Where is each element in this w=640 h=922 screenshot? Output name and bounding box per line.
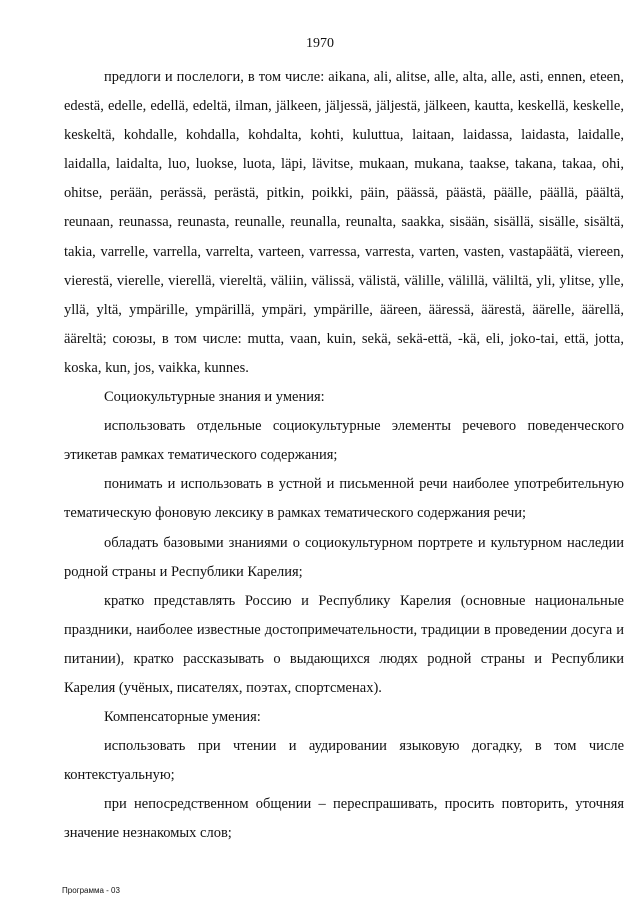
footer-label: Программа - 03 xyxy=(62,886,120,895)
paragraph-cultural-knowledge: обладать базовыми знаниями о социокультурном портрете и культурном наследии родной страны и Республики Карелия; xyxy=(64,534,624,580)
page-number: 1970 xyxy=(306,36,334,51)
heading-sociocultural-skills: Социокультурные знания и умения: xyxy=(104,389,325,406)
paragraph-background-vocabulary: понимать и использовать в устной и письменной речи наиболее употребительную тематическую фоновую лексику в рамках тематического содержания речи; xyxy=(64,476,624,522)
paragraph-language-guess: использовать при чтении и аудировании языковую догадку, в том числе контекстуальную; xyxy=(64,738,624,784)
paragraph-etiquette-elements: использовать отдельные социокультурные элементы речевого поведенческого этикетав рамках тематического содержания; xyxy=(64,418,624,464)
paragraph-prepositions-conjunctions: предлоги и послелоги, в том числе: aikana, ali, alitse, alle, alta, alle, asti, ennen, eteen, edestä, edelle, edellä, edeltä, ilman, jälkeen, jäljessä, jäljestä, jälkeen, kautta, keskellä, keskelle, keskeltä, kohdalle, kohdalla, kohdalta, kohti, kuluttua, laitaan, laidassa, laidasta, laidalle, laidalla, laidalta, luo, luokse, luota, läpi, lävitse, mukaan, mukana, taakse, takana, takaa, ohi, ohitse, perään, perässä, perästä, pitkin, poikki, päin, päässä, päästä, päälle, päällä, päältä, reunaan, reunassa, reunasta, reunalle, reunalla, reunalta, saakka, sisään, sisällä, sisälle, sisältä, takia, varrelle, varrella, varrelta, varteen, varressa, varresta, varten, vasten, vastapäätä, viereen, vierestä, vierelle, vierellä, viereltä, väliin, välissä, välistä, välille, välillä, väliltä, yli, ylitse, ylle, yllä, yltä, ympärille, ympärillä, ympäri, ympärille, ääreen, ääressä, äärestä, äärelle, äärellä, ääreltä; союзы, в том числе: mutta, vaan, kuin, sekä, sekä-että, -kä, eli, joko-tai, että, jotta, koska, kun, jos, vaikka, kunnes. xyxy=(64,69,624,376)
paragraph-present-russia-karelia: кратко представлять Россию и Республику Карелия (основные национальные праздники, наиболее известные достопримечательности, традиции в проведении досуга и питании), кратко рассказывать о выдающихся людях родной страны и Республики Карелия (учёных, писателях, поэтах, спортсменах). xyxy=(64,592,624,696)
paragraph-clarify-unknown-words: при непосредственном общении – переспрашивать, просить повторить, уточняя значение незнакомых слов; xyxy=(64,796,624,842)
document-body xyxy=(64,63,624,849)
heading-compensatory-skills: Компенсаторные умения: xyxy=(104,709,261,726)
